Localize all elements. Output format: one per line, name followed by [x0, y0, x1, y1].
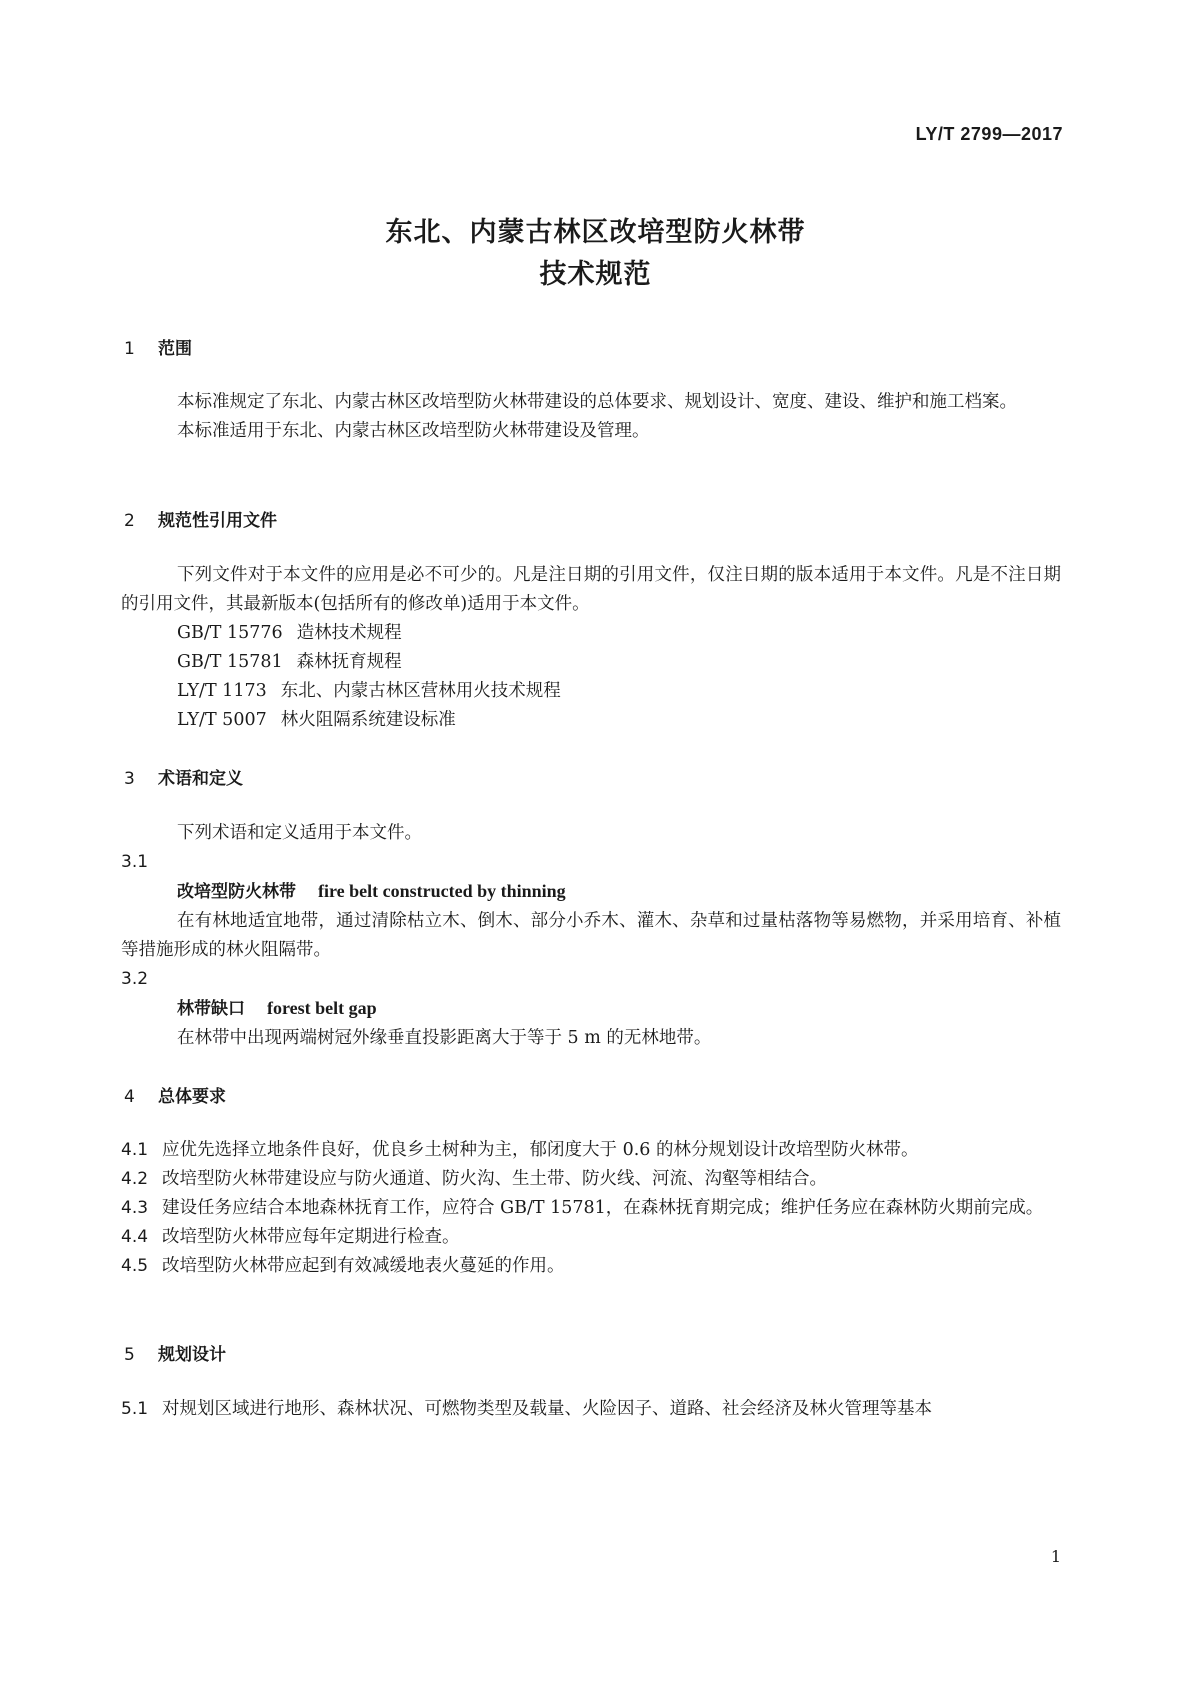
paragraph: 本标准规定了东北、内蒙古林区改培型防火林带建设的总体要求、规划设计、宽度、建设、维护和施工档案。 — [177, 392, 1017, 412]
clause-text: 对规划区域进行地形、森林状况、可燃物类型及载量、火险因子、道路、社会经济及林火管理等基本 — [162, 1399, 933, 1419]
term-definition: 在有林地适宜地带，通过清除枯立木、倒木、部分小乔木、灌木、杂草和过量枯落物等易燃物，并采用培育、补植等措施形成的林火阻隔带。 — [121, 911, 1061, 960]
section-5-heading — [124, 1340, 226, 1365]
term-en: forest belt gap — [267, 998, 377, 1018]
section-2-heading — [124, 506, 277, 531]
clause — [121, 1395, 1061, 1424]
reference-code: GB/T 15776 — [177, 623, 283, 643]
clause-number: 4.1 — [121, 1140, 149, 1160]
clause-text: 改培型防火林带应每年定期进行检查。 — [162, 1227, 460, 1247]
section-4-body — [121, 1136, 1061, 1281]
section-title: 范围 — [158, 339, 192, 359]
paragraph: 下列文件对于本文件的应用是必不可少的。凡是注日期的引用文件，仅注日期的版本适用于本文件。凡是不注日期的引用文件，其最新版本(包括所有的修改单)适用于本文件。 — [121, 565, 1061, 614]
reference-name: 森林抚育规程 — [296, 652, 402, 672]
paragraph: 下列术语和定义适用于本文件。 — [177, 823, 422, 843]
section-1-heading — [124, 334, 192, 359]
clause-number: 5.1 — [121, 1399, 149, 1419]
clause-number: 4.4 — [121, 1227, 149, 1247]
normative-reference — [121, 619, 1061, 648]
section-title: 总体要求 — [158, 1087, 226, 1107]
clause-number: 4.2 — [121, 1169, 149, 1189]
section-4-heading — [124, 1082, 226, 1107]
clause-text: 建设任务应结合本地森林抚育工作，应符合 GB/T 15781，在森林抚育期完成；维护任务应在森林防火期前完成。 — [162, 1198, 1044, 1218]
term-number: 3.2 — [121, 969, 149, 989]
reference-code: GB/T 15781 — [177, 652, 283, 672]
term-heading — [121, 877, 1061, 907]
reference-code: LY/T 5007 — [177, 710, 267, 730]
document-title-line1: 东北、内蒙古林区改培型防火林带 — [385, 217, 806, 248]
term-definition: 在林带中出现两端树冠外缘垂直投影距离大于等于 5 m 的无林地带。 — [177, 1028, 712, 1048]
clause-number: 4.3 — [121, 1198, 149, 1218]
section-1-body — [121, 388, 1061, 446]
section-title: 规划设计 — [158, 1345, 226, 1365]
term-cn: 林带缺口 — [177, 999, 245, 1019]
reference-name: 林火阻隔系统建设标准 — [280, 710, 456, 730]
section-number: 1 — [124, 339, 135, 359]
section-number: 3 — [124, 769, 135, 789]
reference-code: LY/T 1173 — [177, 681, 267, 701]
section-3-heading — [124, 764, 243, 789]
section-2-body — [121, 561, 1061, 735]
section-title: 术语和定义 — [158, 769, 243, 789]
clause — [121, 1223, 1061, 1252]
clause-number: 4.5 — [121, 1256, 149, 1276]
section-3-body — [121, 819, 1061, 1053]
normative-reference — [121, 648, 1061, 677]
clause — [121, 1136, 1061, 1165]
clause — [121, 1252, 1061, 1281]
page-number: 1 — [1050, 1547, 1061, 1566]
section-number: 2 — [124, 511, 135, 531]
section-5-body — [121, 1395, 1061, 1424]
section-number: 4 — [124, 1087, 135, 1107]
document-title-line2: 技术规范 — [539, 259, 652, 290]
clause-text: 应优先选择立地条件良好，优良乡土树种为主，郁闭度大于 0.6 的林分规划设计改培型防火林带。 — [162, 1140, 919, 1160]
term-en: fire belt constructed by thinning — [318, 881, 566, 901]
clause — [121, 1194, 1061, 1223]
clause-text: 改培型防火林带建设应与防火通道、防火沟、生土带、防火线、河流、沟壑等相结合。 — [162, 1169, 828, 1189]
normative-reference — [121, 677, 1061, 706]
reference-name: 东北、内蒙古林区营林用火技术规程 — [280, 681, 561, 701]
term-cn: 改培型防火林带 — [177, 882, 296, 902]
normative-reference — [121, 706, 1061, 735]
term-number: 3.1 — [121, 852, 149, 872]
term-heading — [121, 994, 1061, 1024]
paragraph: 本标准适用于东北、内蒙古林区改培型防火林带建设及管理。 — [177, 421, 650, 441]
clause — [121, 1165, 1061, 1194]
section-number: 5 — [124, 1345, 135, 1365]
standard-code: LY/T 2799—2017 — [915, 124, 1063, 144]
section-title: 规范性引用文件 — [158, 511, 277, 531]
clause-text: 改培型防火林带应起到有效减缓地表火蔓延的作用。 — [162, 1256, 565, 1276]
reference-name: 造林技术规程 — [296, 623, 402, 643]
